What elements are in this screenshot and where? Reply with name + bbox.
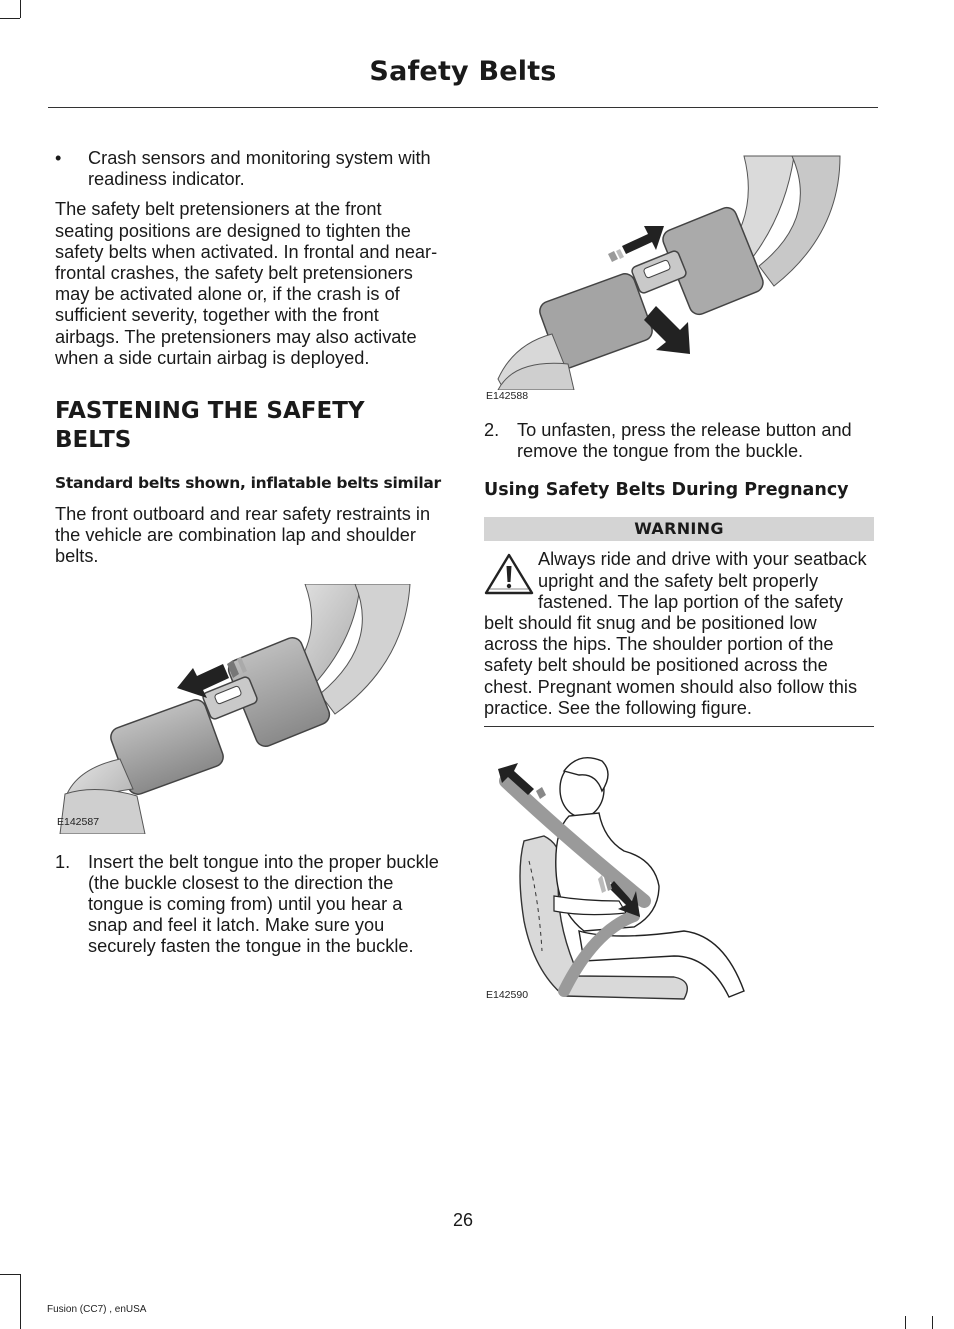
crop-mark	[0, 18, 20, 19]
bullet-mark: •	[55, 148, 62, 168]
figure-code: E142588	[486, 390, 529, 402]
right-column	[484, 146, 874, 1001]
crop-mark	[0, 1274, 20, 1275]
pregnancy-belt-illustration	[484, 751, 874, 1001]
section-heading-fastening: FASTENING THE SAFETY BELTS	[55, 398, 365, 454]
crop-mark	[20, 0, 21, 18]
step-number: 1.	[55, 851, 71, 872]
step-text: Insert the belt tongue into the proper buckle (the buckle closest to the direction the tongue is coming from) until you hear a snap and feel it latch. Make sure you securely fasten the tongue in the buckle.	[88, 851, 439, 957]
pretensioner-paragraph: The safety belt pretensioners at the front seating positions are designed to tighten the safety belts when activated. In frontal and near-frontal crashes, the safety belt pretensioners may be activated alone or, if the crash is of sufficient severity, together with the front airbags. The pretensioners may also activate when a side curtain airbag is deployed.	[55, 199, 438, 368]
bullet-text: Crash sensors and monitoring system with readiness indicator.	[88, 148, 431, 190]
step-text: To unfasten, press the release button and remove the tongue from the buckle.	[517, 420, 852, 462]
warning-text: Always ride and drive with your seatback upright and the safety belt properly fastened. The lap portion of the safety belt should fit snug and be positioned low across the hips. The shoulder portion of the safety belt should be positioned across the chest. Pregnant women should also follow this practice. See the following figure.	[484, 549, 867, 718]
warning-box	[484, 549, 874, 719]
section-heading-pregnancy: Using Safety Belts During Pregnancy	[484, 480, 849, 501]
left-column	[55, 146, 445, 958]
intro-paragraph: The front outboard and rear safety restraints in the vehicle are combination lap and shoulder belts.	[55, 504, 431, 567]
unfasten-belt-illustration	[484, 154, 874, 390]
page-title: Safety Belts	[369, 56, 557, 87]
step-1	[55, 852, 445, 958]
figure-code: E142590	[486, 989, 532, 1001]
figure-unfasten-belt	[484, 154, 874, 409]
subheading-standard-belts: Standard belts shown, inflatable belts similar	[55, 474, 441, 493]
crop-mark	[20, 1274, 21, 1329]
header-divider	[48, 107, 878, 108]
figure-pregnancy-belt	[484, 751, 874, 1001]
step-2	[484, 420, 874, 462]
warning-divider	[484, 726, 874, 727]
step-number: 2.	[484, 420, 500, 440]
bullet-item	[55, 148, 445, 190]
warning-banner: WARNING	[484, 517, 874, 541]
warning-triangle-icon	[484, 553, 534, 595]
figure-fasten-belt	[55, 584, 445, 834]
crop-mark	[905, 1316, 906, 1329]
crop-mark	[932, 1316, 933, 1329]
page-number: 26	[452, 1210, 474, 1230]
fasten-belt-illustration	[55, 584, 445, 834]
footer-doc-id: Fusion (CC7) , enUSA	[47, 1304, 147, 1315]
figure-code: E142587	[57, 815, 100, 828]
